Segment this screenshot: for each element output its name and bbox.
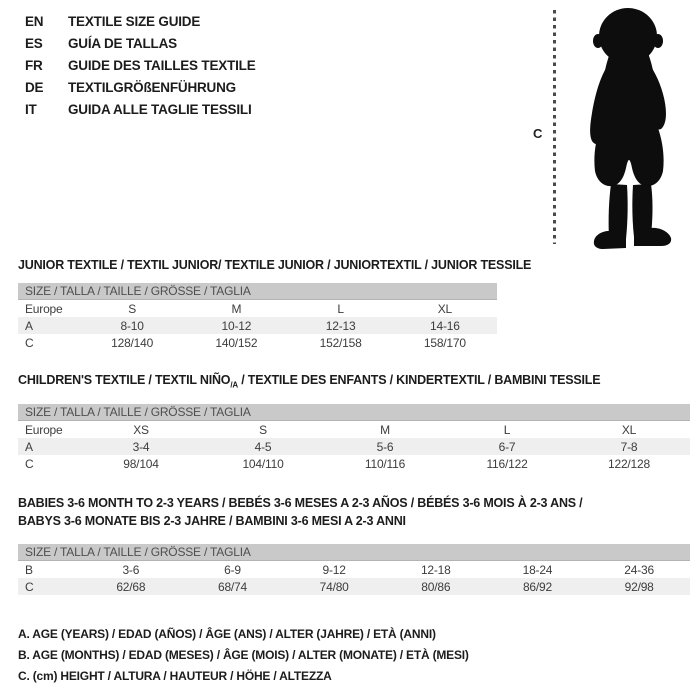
- row-label: C: [25, 579, 34, 594]
- height-cell: 74/80: [319, 579, 349, 594]
- height-cell: 92/98: [624, 579, 654, 594]
- height-cell: 62/68: [116, 579, 146, 594]
- babies-title-line2: BABYS 3-6 MONATE BIS 2-3 JAHRE / BAMBINI 3-6 MESI A 2-3 ANNI: [18, 514, 406, 528]
- table-row: [18, 421, 690, 438]
- babies-size-table: [18, 544, 690, 595]
- height-cell: 140/152: [215, 335, 258, 350]
- size-cell: M: [231, 301, 242, 316]
- row-label: A: [25, 439, 33, 454]
- size-cell: M: [380, 422, 390, 437]
- table-row: [18, 438, 690, 455]
- size-cell: S: [259, 422, 267, 437]
- age-cell: 18-24: [522, 562, 553, 577]
- language-code: FR: [25, 58, 43, 73]
- footnote-age-months: B. AGE (MONTHS) / EDAD (MESES) / ÂGE (MOIS) / ALTER (MONATE) / ETÀ (MESI): [18, 648, 469, 662]
- height-measure-figure: [0, 0, 700, 260]
- height-cell: 86/92: [522, 579, 552, 594]
- age-cell: 6-9: [224, 562, 241, 577]
- row-label: A: [25, 318, 33, 333]
- size-cell: XL: [437, 301, 453, 316]
- size-cell: S: [128, 301, 137, 316]
- age-cell: 12-18: [420, 562, 451, 577]
- size-header-band: SIZE / TALLA / TAILLE / GRÖSSE / TAGLIA: [18, 404, 690, 421]
- footnote-age-years: A. AGE (YEARS) / EDAD (AÑOS) / ÂGE (ANS) / ALTER (JAHRE) / ETÀ (ANNI): [18, 627, 436, 641]
- size-header-band: SIZE / TALLA / TAILLE / GRÖSSE / TAGLIA: [18, 544, 690, 561]
- height-cell: 128/140: [111, 335, 154, 350]
- size-cell: XL: [621, 422, 637, 437]
- height-cell: 122/128: [608, 456, 650, 471]
- language-code: DE: [25, 80, 44, 95]
- height-cell: 116/122: [486, 456, 528, 471]
- junior-section-title: JUNIOR TEXTILE / TEXTIL JUNIOR/ TEXTILE JUNIOR / JUNIORTEXTIL / JUNIOR TESSILE: [18, 258, 532, 272]
- legend-footnotes: [18, 624, 469, 687]
- children-title-pre: CHILDREN'S TEXTILE / TEXTIL NIÑO: [18, 373, 231, 387]
- row-label: C: [25, 456, 34, 471]
- row-label: C: [25, 335, 34, 350]
- age-cell: 3-6: [122, 562, 140, 577]
- height-cell: 80/86: [421, 579, 451, 594]
- language-code: ES: [25, 36, 43, 51]
- row-label: Europe: [25, 301, 63, 316]
- height-cell: 68/74: [217, 579, 247, 594]
- age-cell: 12-13: [325, 318, 356, 333]
- height-dashed-line: [553, 10, 556, 244]
- babies-table: [18, 561, 690, 595]
- size-cell: XS: [133, 422, 149, 437]
- age-cell: 3-4: [132, 439, 150, 454]
- language-code: IT: [25, 102, 37, 117]
- table-row: [18, 578, 690, 595]
- age-cell: 4-5: [254, 439, 272, 454]
- age-cell: 24-36: [624, 562, 654, 577]
- children-table: [18, 421, 690, 472]
- babies-title-line1: BABIES 3-6 MONTH TO 2-3 YEARS / BEBÉS 3-6 MESES A 2-3 AÑOS / BÉBÉS 3-6 MOIS À 2-3 ANS /: [18, 496, 583, 510]
- junior-table: [18, 300, 497, 351]
- language-title: TEXTILGRÖßENFÜHRUNG: [68, 80, 236, 95]
- age-cell: 5-6: [376, 439, 394, 454]
- babies-section-title: [18, 494, 582, 530]
- table-row: [18, 317, 497, 334]
- children-title-post: / TEXTILE DES ENFANTS / KINDERTEXTIL / BAMBINI TESSILE: [237, 373, 601, 387]
- size-cell: L: [337, 301, 344, 316]
- language-title: GUIDE DES TAILLES TEXTILE: [68, 58, 256, 73]
- size-header-band: SIZE / TALLA / TAILLE / GRÖSSE / TAGLIA: [18, 283, 497, 300]
- age-cell: 10-12: [221, 318, 252, 333]
- language-title: TEXTILE SIZE GUIDE: [68, 14, 201, 29]
- age-cell: 8-10: [120, 318, 144, 333]
- height-cell: 110/116: [364, 456, 406, 471]
- age-cell: 14-16: [430, 318, 460, 333]
- height-cell: 152/158: [319, 335, 362, 350]
- height-cell: 98/104: [123, 456, 159, 471]
- language-title: GUIDA ALLE TAGLIE TESSILI: [68, 102, 252, 117]
- age-cell: 7-8: [620, 439, 638, 454]
- baby-silhouette-icon: [562, 5, 698, 250]
- row-label: Europe: [25, 422, 63, 437]
- children-size-table: [18, 404, 690, 472]
- table-row: [18, 455, 690, 472]
- height-cell: 104/110: [242, 456, 284, 471]
- children-section-title: [18, 371, 600, 395]
- table-row: [18, 334, 497, 351]
- age-cell: 9-12: [322, 562, 346, 577]
- height-cell: 158/170: [423, 335, 466, 350]
- size-cell: L: [503, 422, 511, 437]
- age-cell: 6-7: [498, 439, 516, 454]
- row-label: B: [25, 562, 33, 577]
- height-measure-label: C: [533, 126, 543, 141]
- footnote-height: C. (cm) HEIGHT / ALTURA / HAUTEUR / HÖHE / ALTEZZA: [18, 669, 332, 683]
- table-row: [18, 561, 690, 578]
- children-title-sub: /A: [230, 380, 238, 390]
- table-row: [18, 300, 497, 317]
- junior-size-table: [18, 283, 497, 351]
- language-title: GUÍA DE TALLAS: [68, 36, 177, 51]
- language-code: EN: [25, 14, 44, 29]
